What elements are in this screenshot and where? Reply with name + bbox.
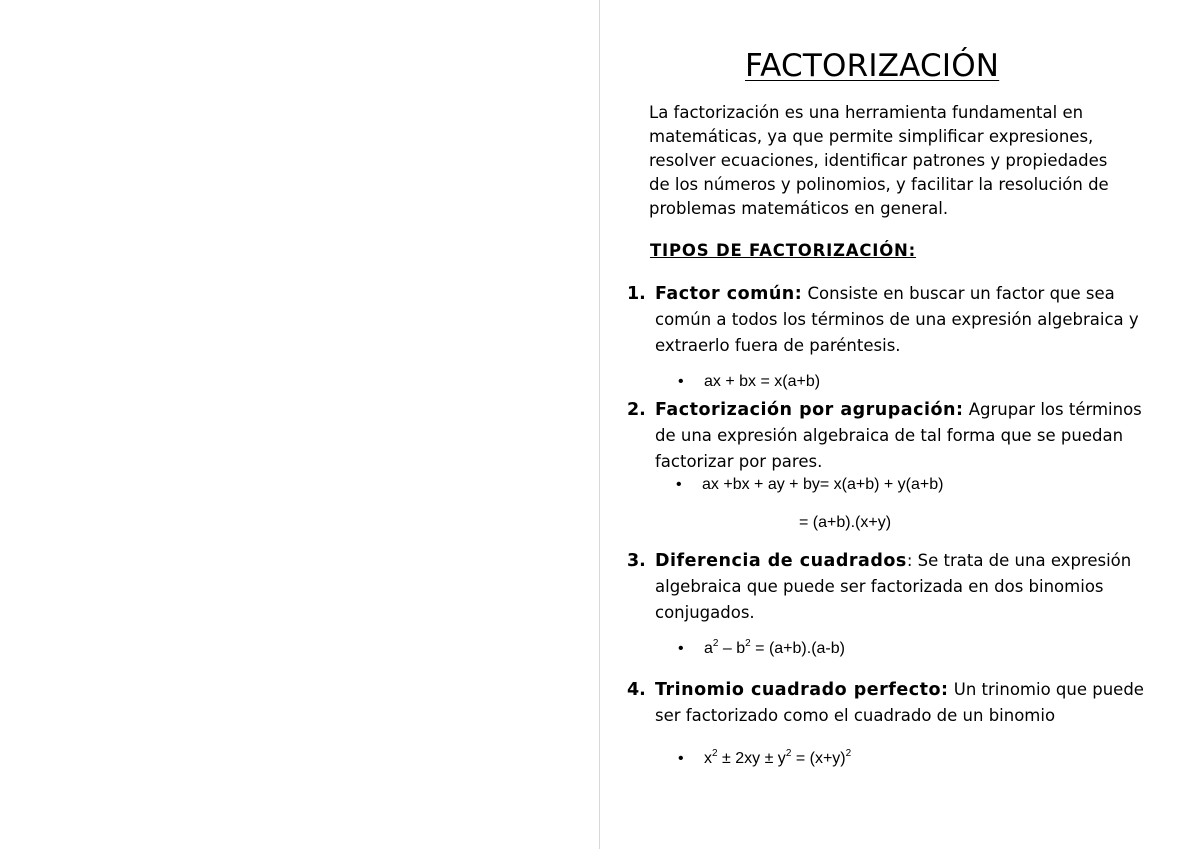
formula-part: = (a+b).(a-b) — [750, 640, 845, 657]
item-line: factorizar por pares. — [655, 452, 823, 471]
formula-part: a — [704, 640, 713, 657]
formula — [678, 750, 851, 768]
formula-exponent: 2 — [845, 748, 852, 759]
formula — [676, 476, 943, 494]
bullet-icon: • — [676, 476, 682, 493]
bullet-icon: • — [678, 640, 684, 657]
item-term: Factor común: — [655, 284, 803, 304]
item-term: Diferencia de cuadrados — [655, 551, 907, 571]
formula-part: x — [704, 750, 712, 767]
item-line — [627, 397, 1187, 423]
formula-exponent: 2 — [712, 748, 718, 759]
formula-part: – b — [718, 640, 746, 657]
item-text: : Se trata de una expresión — [906, 551, 1132, 570]
bullet-icon: • — [678, 373, 684, 390]
intro-line: resolver ecuaciones, identificar patrones y propiedades — [649, 151, 1108, 170]
formula — [678, 373, 820, 391]
item-number: 1. — [627, 284, 646, 304]
item-line — [627, 548, 1187, 574]
list-item-trinomio — [627, 677, 1187, 729]
intro-line: La factorización es una herramienta fundamental en — [649, 103, 1084, 122]
list-item-factor-comun — [627, 281, 1187, 359]
formula-continuation: = (a+b).(x+y) — [799, 514, 892, 531]
formula-exponent: 2 — [785, 748, 792, 759]
formula-part: ± 2xy ± y — [717, 750, 786, 767]
list-item-agrupacion — [627, 397, 1187, 475]
item-text: Consiste en buscar un factor que sea — [802, 284, 1115, 303]
item-term: Factorización por agrupación: — [655, 400, 964, 420]
item-line: ser factorizado como el cuadrado de un binomio — [655, 706, 1056, 725]
item-line: de una expresión algebraica de tal forma que se puedan — [655, 426, 1124, 445]
formula-text: ax + bx = x(a+b) — [704, 373, 821, 390]
item-text: Un trinomio que puede — [948, 680, 1144, 699]
formula-exponent: 2 — [745, 638, 751, 649]
page-title: FACTORIZACIÓN — [745, 48, 1000, 84]
page-divider — [599, 0, 600, 849]
intro-line: matemáticas, ya que permite simplificar expresiones, — [649, 127, 1094, 146]
formula-exponent: 2 — [712, 638, 719, 649]
section-heading: TIPOS DE FACTORIZACIÓN: — [650, 241, 917, 260]
intro-line: de los números y polinomios, y facilitar la resolución de — [649, 175, 1109, 194]
item-line — [627, 677, 1187, 703]
intro-line: problemas matemáticos en general. — [649, 199, 949, 218]
item-number: 3. — [627, 551, 646, 571]
formula-part: = (x+y) — [791, 750, 846, 767]
formula-text: ax +bx + ay + by= x(a+b) + y(a+b) — [702, 476, 944, 493]
item-number: 2. — [627, 400, 646, 420]
item-line — [627, 281, 1187, 307]
item-line: algebraica que puede ser factorizada en dos binomios — [655, 577, 1104, 596]
formula — [678, 640, 845, 658]
item-text: Agrupar los términos — [963, 400, 1142, 419]
item-term: Trinomio cuadrado perfecto: — [655, 680, 949, 700]
item-number: 4. — [627, 680, 646, 700]
list-item-diferencia-cuadrados — [627, 548, 1187, 626]
item-line: conjugados. — [655, 603, 755, 622]
intro-paragraph — [649, 101, 1169, 221]
item-line: común a todos los términos de una expresión algebraica y — [655, 310, 1139, 329]
bullet-icon: • — [678, 750, 684, 767]
item-line: extraerlo fuera de paréntesis. — [655, 336, 901, 355]
